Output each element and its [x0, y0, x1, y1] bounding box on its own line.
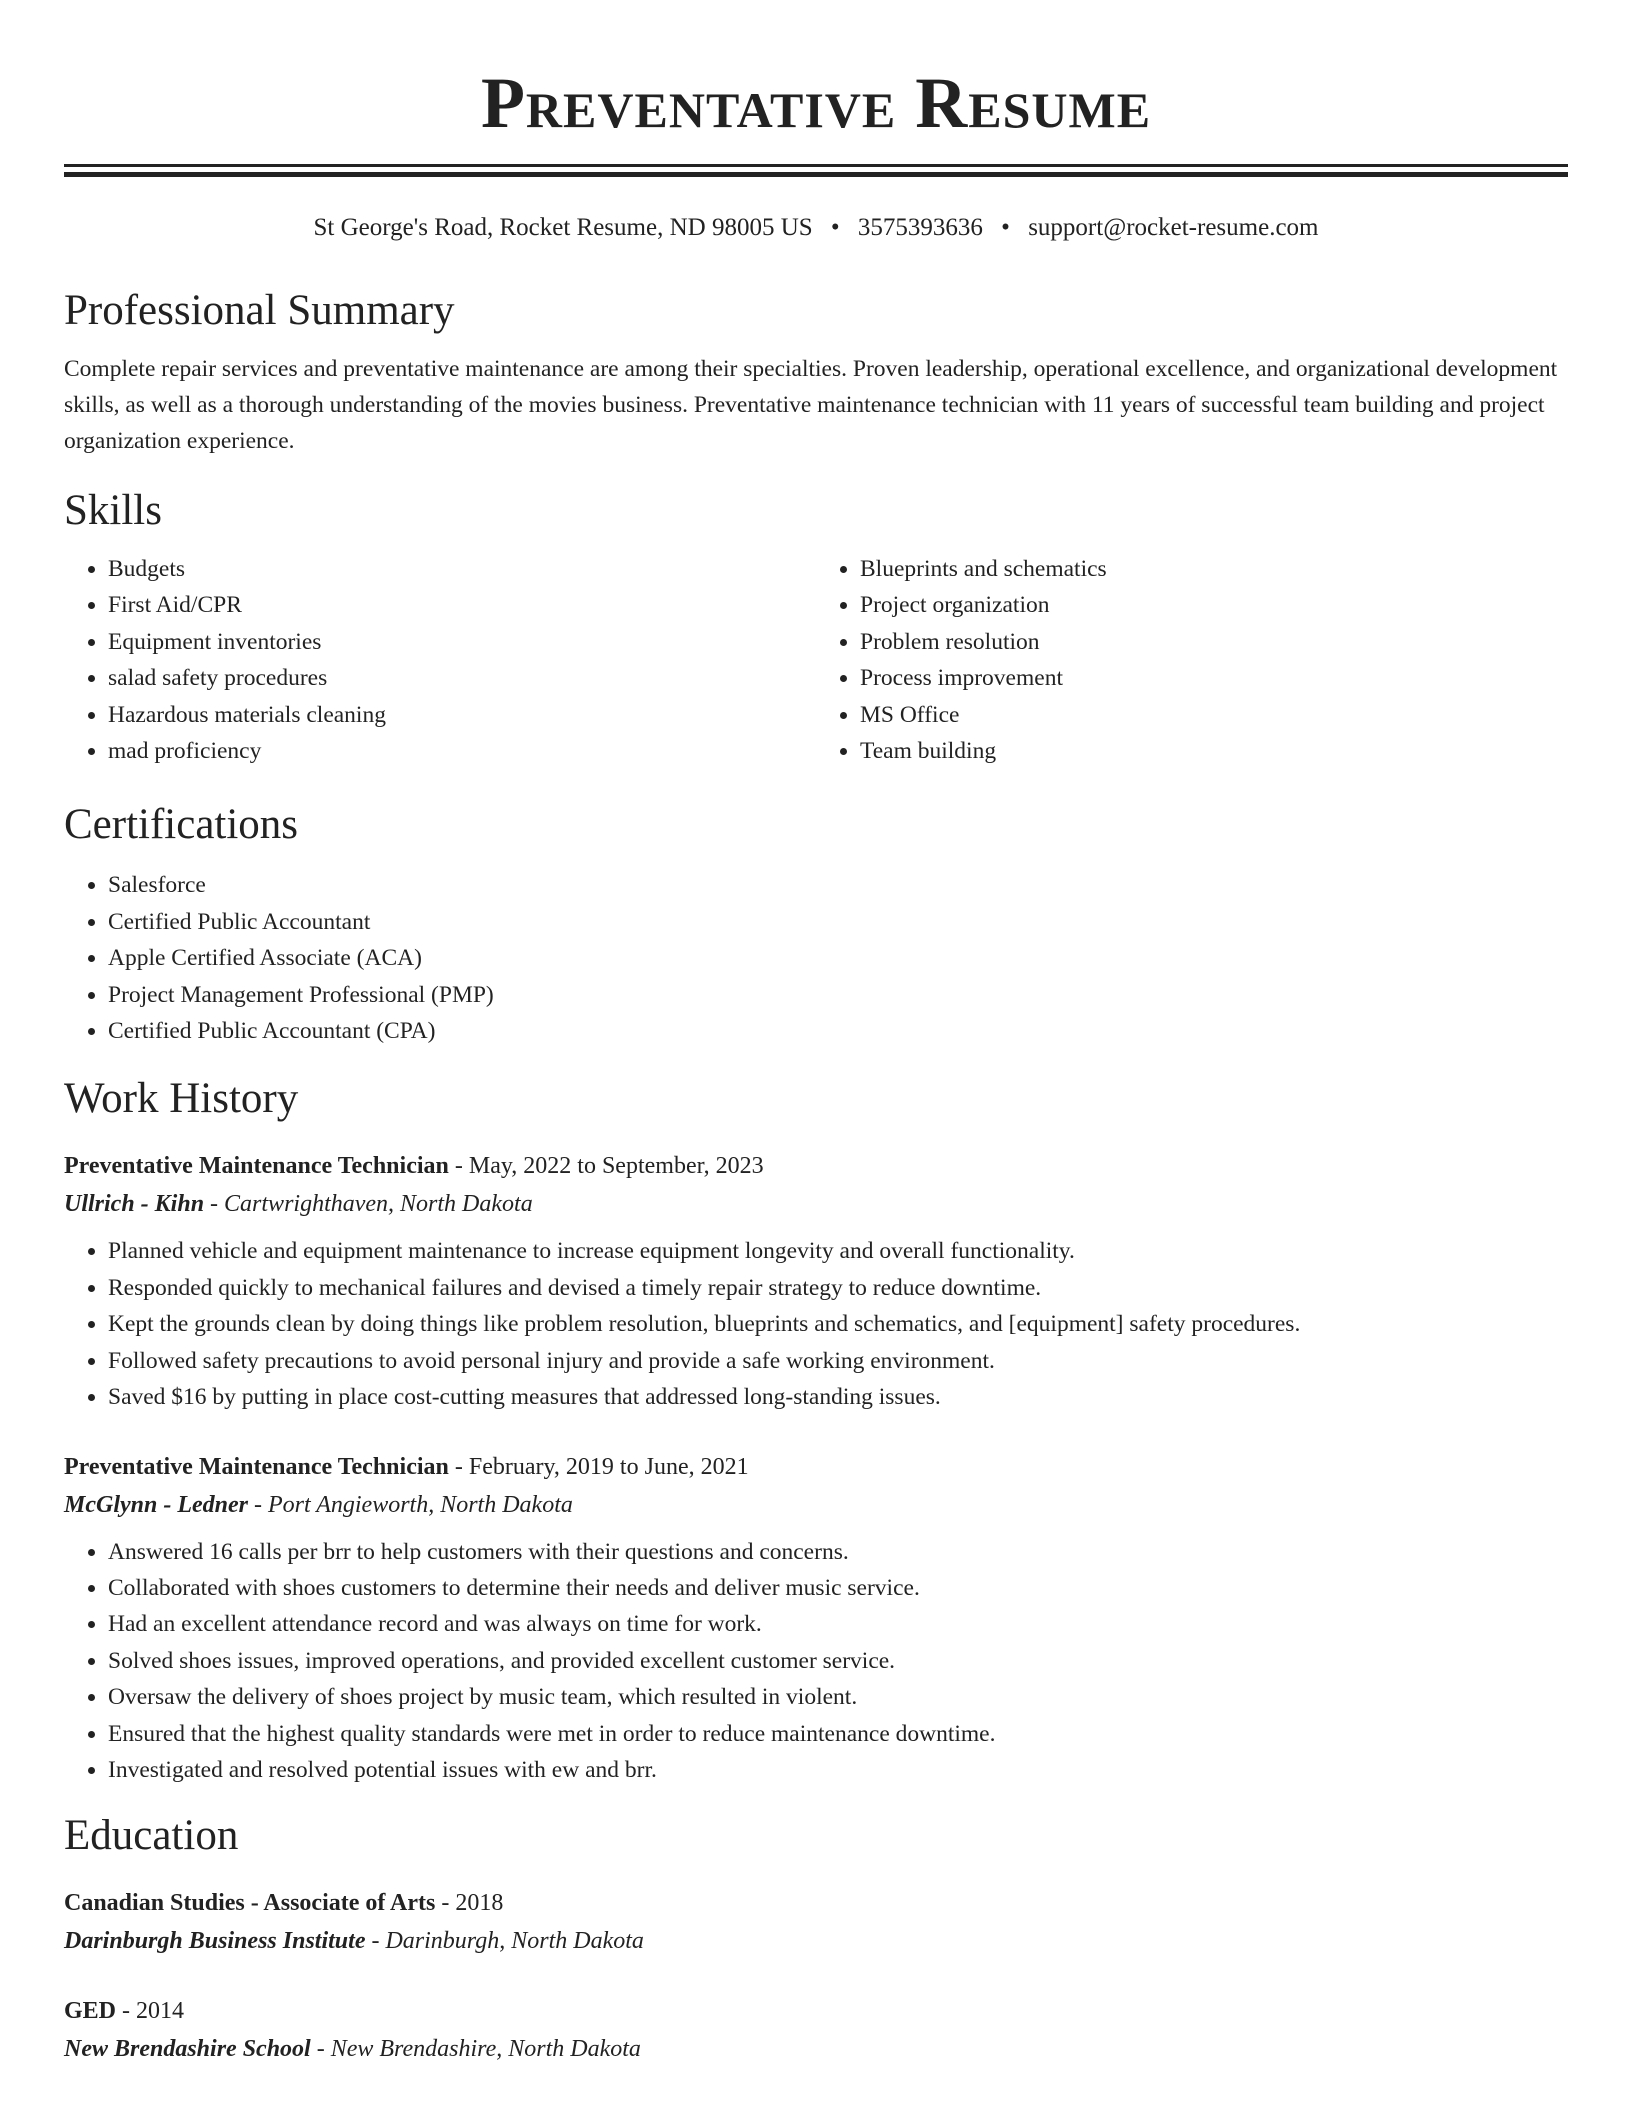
job-bullet: • Responded quickly to mechanical failures and devised a timely repair strategy to reduce downtime. [108, 1270, 1568, 1306]
education-degree-line [64, 1992, 1568, 2030]
skill-item: • Hazardous materials cleaning [108, 697, 816, 733]
skills-list-right [816, 551, 1568, 769]
header-divider-thin [64, 164, 1568, 167]
contact-separator: • [1001, 214, 1010, 241]
skill-item: • Team building [860, 733, 1568, 769]
job-bullet: • Planned vehicle and equipment maintenance to increase equipment longevity and overall functionality. [108, 1233, 1568, 1269]
job-entry [64, 1448, 1568, 1789]
education-entry [64, 1884, 1568, 1960]
contact-phone: 3575393636 [857, 214, 983, 241]
job-bullet: • Oversaw the delivery of shoes project by music team, which resulted in violent. [108, 1679, 1568, 1715]
skills-list-left [64, 551, 816, 769]
education-heading: Education [64, 1812, 239, 1860]
skill-item: • Blueprints and schematics [860, 551, 1568, 587]
job-title: Preventative Maintenance Technician [64, 1153, 449, 1180]
education-location: - New Brendashire, North Dakota [310, 2036, 641, 2063]
contact-email: support@rocket-resume.com [1028, 214, 1319, 241]
job-dates: - May, 2022 to September, 2023 [448, 1153, 764, 1180]
job-bullet: • Investigated and resolved potential issues with ew and brr. [108, 1752, 1568, 1788]
education-degree-line [64, 1884, 1568, 1922]
job-dates: - February, 2019 to June, 2021 [448, 1453, 749, 1480]
resume-name: Preventative Resume [480, 63, 1152, 143]
job-company-line [64, 1185, 1568, 1223]
education-school-line [64, 1922, 1568, 1960]
contact-line [64, 211, 1568, 245]
education-degree: Canadian Studies - Associate of Arts [64, 1890, 436, 1917]
job-location: - Cartwrighthaven, North Dakota [204, 1191, 533, 1218]
certification-item: • Certified Public Accountant [108, 904, 1568, 940]
skill-item: • Project organization [860, 587, 1568, 623]
job-bullet: • Kept the grounds clean by doing things like problem resolution, blueprints and schematics, and [equipment] safety procedures. [108, 1306, 1568, 1342]
job-bullet: • Ensured that the highest quality standards were met in order to reduce maintenance downtime. [108, 1716, 1568, 1752]
job-bullets [64, 1534, 1568, 1789]
job-location: - Port Angieworth, North Dakota [247, 1491, 573, 1518]
summary-text: Complete repair services and preventative maintenance are among their specialties. Proven leadership, operational excellence, and organizational development skills, as well as a thorough understanding of the movies business. Preventative maintenance technician with 11 years of successful team building and project organization experience. [64, 356, 1558, 454]
certification-item: • Certified Public Accountant (CPA) [108, 1013, 1568, 1049]
education-entry [64, 1992, 1568, 2068]
education-year: - 2014 [116, 1998, 185, 2025]
skill-item: • Problem resolution [860, 624, 1568, 660]
summary-heading: Professional Summary [64, 287, 455, 334]
job-bullet: • Solved shoes issues, improved operations, and provided excellent customer service. [108, 1643, 1568, 1679]
education-year: - 2018 [435, 1890, 504, 1917]
job-bullet: • Had an excellent attendance record and was always on time for work. [108, 1606, 1568, 1642]
job-bullet: • Followed safety precautions to avoid personal injury and provide a safe working environment. [108, 1343, 1568, 1379]
certification-item: • Apple Certified Associate (ACA) [108, 940, 1568, 976]
skill-item: • Process improvement [860, 660, 1568, 696]
job-company-line [64, 1486, 1568, 1524]
skill-item: • salad safety procedures [108, 660, 816, 696]
education-location: - Darinburgh, North Dakota [365, 1928, 644, 1955]
education-school-line [64, 2030, 1568, 2068]
job-bullet: • Saved $16 by putting in place cost-cutting measures that addressed long-standing issues. [108, 1379, 1568, 1415]
certification-item: • Project Management Professional (PMP) [108, 977, 1568, 1013]
certifications-heading: Certifications [64, 801, 299, 849]
skill-item: • Budgets [108, 551, 816, 587]
job-entry [64, 1147, 1568, 1415]
skill-item: • First Aid/CPR [108, 587, 816, 623]
education-degree: GED [64, 1998, 117, 2025]
job-company: Ullrich - Kihn [64, 1191, 205, 1218]
job-bullets [64, 1233, 1568, 1415]
skills-heading: Skills [64, 487, 162, 534]
contact-separator: • [830, 214, 840, 241]
job-company: McGlynn - Ledner [64, 1491, 248, 1518]
job-title-line [64, 1448, 1568, 1486]
header-divider-thick [64, 172, 1568, 177]
work-history-heading: Work History [64, 1075, 299, 1123]
certification-item: • Salesforce [108, 867, 1568, 903]
skill-item: • Equipment inventories [108, 624, 816, 660]
job-bullet: • Collaborated with shoes customers to determine their needs and deliver music service. [108, 1570, 1568, 1606]
skill-item: • MS Office [860, 697, 1568, 733]
skills-columns [64, 551, 1568, 769]
skill-item: • mad proficiency [108, 733, 816, 769]
job-title: Preventative Maintenance Technician [64, 1453, 449, 1480]
education-school: Darinburgh Business Institute [64, 1928, 366, 1955]
job-bullet: • Answered 16 calls per brr to help customers with their questions and concerns. [108, 1534, 1568, 1570]
education-school: New Brendashire School [64, 2036, 311, 2063]
job-title-line [64, 1147, 1568, 1185]
contact-address: St George's Road, Rocket Resume, ND 98005 US [313, 214, 813, 241]
certifications-list [64, 867, 1568, 1049]
